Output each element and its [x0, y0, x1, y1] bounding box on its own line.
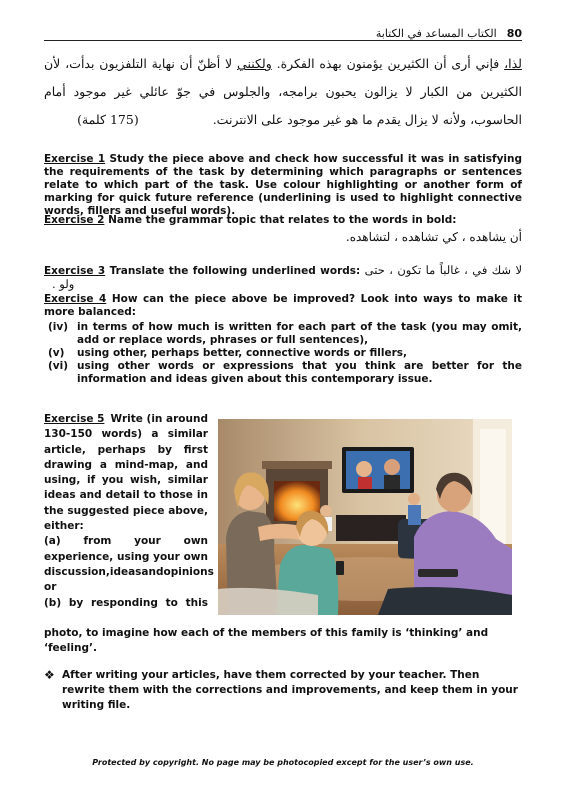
copyright-footer: Protected by copyright. No page may be photocopied except for the user’s own use.	[92, 758, 474, 767]
family-photo	[218, 419, 512, 615]
word: words)	[101, 428, 143, 441]
word: this	[185, 596, 208, 609]
word: similar	[167, 428, 208, 441]
word: drawing	[44, 458, 93, 471]
page-header	[44, 22, 522, 41]
word: a	[99, 458, 107, 471]
exercise-2	[44, 214, 522, 244]
word: using,	[44, 474, 81, 487]
arabic-article-ending	[44, 50, 522, 134]
word: your	[134, 535, 161, 548]
list-item: (vi) using other words or expressions that you think are better for the information and ideas given about this contemporary issue.	[48, 360, 522, 385]
word: and	[185, 458, 208, 471]
exercise-4-text: How can the piece above be improved? Look into ways to make it more balanced:	[44, 293, 523, 318]
word: similar	[167, 474, 208, 487]
word: using	[117, 550, 150, 563]
word: own	[183, 535, 208, 548]
arabic-underlined-lidha: لذا،	[504, 56, 522, 71]
exercise-4-label: Exercise 4	[44, 293, 107, 305]
exercise-3-arabic-words: لا شك في ، غالباً ما تكون ، حتى ولو .	[52, 263, 523, 291]
exercise-1-label: Exercise 1	[44, 153, 106, 165]
exercise-1	[44, 153, 522, 218]
word: your	[153, 550, 180, 563]
writing-note-text: After writing your articles, have them corrected by your teacher. Then rewrite them with the corrections and improvements, and keep them in your writing file.	[62, 669, 518, 711]
exercise-5: Exercise 5 Write (in around 130-150 words) a similar article, perhaps by first drawing a mind-map, and using, if you wish, similar ideas and detail to those in the suggested piece above, either: (a) from your own experience, using your own discussion, ideas and opinions or (b) by responding to this	[44, 412, 208, 611]
exercise-5-continuation: photo, to imagine how each of the members of this family is ‘thinking’ and ‘feeling’.	[44, 627, 489, 654]
word: in	[196, 489, 208, 502]
word: those	[159, 489, 193, 502]
writing-note	[44, 668, 522, 713]
exercise-1-text: Study the piece above and check how successful it was in satisfying the requirements of the task by determining which paragraphs or sentences relate to which part of the task. Use colour highlighting or another form of marking for quick future reference (underlining is used to highlight connective words, fillers and useful words).	[44, 153, 523, 217]
book-title: الكتاب المساعد في الكتابة	[375, 27, 497, 40]
exercise-2-text: Name the grammar topic that relates to the words in bold:	[108, 214, 457, 226]
page-number: 80	[506, 27, 522, 40]
exercise-4-list	[44, 321, 522, 386]
exercise-5-label: Exercise 5	[44, 413, 105, 425]
word: ideas	[109, 565, 142, 578]
list-item: (iv) in terms of how much is written for each part of the task (you may omit, add or replace words, phrases or full sentences),	[48, 321, 522, 346]
exercise-3-text: Translate the following underlined words:	[109, 265, 361, 277]
word: article,	[44, 443, 86, 456]
word: the	[44, 504, 64, 517]
word: (a)	[44, 535, 61, 548]
word: detail	[105, 489, 140, 502]
arabic-underlined-lakinni: ولكنني	[237, 56, 272, 71]
word: above,	[168, 504, 208, 517]
word: mind-map,	[114, 458, 179, 471]
word: a	[151, 428, 159, 441]
diamond-bullet-icon: ❖	[44, 668, 55, 682]
word: piece	[132, 504, 165, 517]
word: first	[183, 443, 208, 456]
word: and	[141, 565, 164, 578]
word: you	[101, 474, 124, 487]
word: 130-150	[44, 428, 93, 441]
word: opinions	[163, 565, 214, 578]
arabic-text-2: لا أظنّ أن نهاية التلفزيون بدأت، لأن الكثيرين من الكبار لا يزالون يحبون برامجه، والجلوس في جوّ عائلي غير موجود أمام الحاسوب، ولأنه لا يزال يقدم ما هو غير موجود على الانترنت.	[44, 56, 522, 127]
word: if	[86, 474, 96, 487]
word: by	[68, 596, 84, 609]
word: discussion,	[44, 565, 110, 578]
exercise-2-arabic-words: أن يشاهده ، كي تشاهده ، لتشاهده.	[345, 230, 522, 244]
word: experience,	[44, 550, 114, 563]
word: and	[79, 489, 102, 502]
word: to	[165, 596, 178, 609]
word: from	[83, 535, 112, 548]
word: suggested	[67, 504, 130, 517]
list-item: (v) using other, perhaps better, connective words or fillers,	[48, 347, 408, 359]
word: to	[143, 489, 156, 502]
arabic-text-1: فإني أرى أن الكثيرين يؤمنون بهذه الفكرة.	[276, 56, 500, 71]
exercise-3	[44, 264, 522, 292]
word: perhaps	[97, 443, 146, 456]
exercise-2-label: Exercise 2	[44, 214, 105, 226]
exercise-4	[44, 293, 522, 386]
word: own	[183, 550, 208, 563]
exercise-3-label: Exercise 3	[44, 265, 106, 277]
word-count: (175 كلمة)	[77, 112, 139, 127]
word: (b)	[44, 596, 62, 609]
word: ideas	[44, 489, 76, 502]
word: by	[157, 443, 172, 456]
word: wish,	[130, 474, 162, 487]
word: responding	[91, 596, 158, 609]
